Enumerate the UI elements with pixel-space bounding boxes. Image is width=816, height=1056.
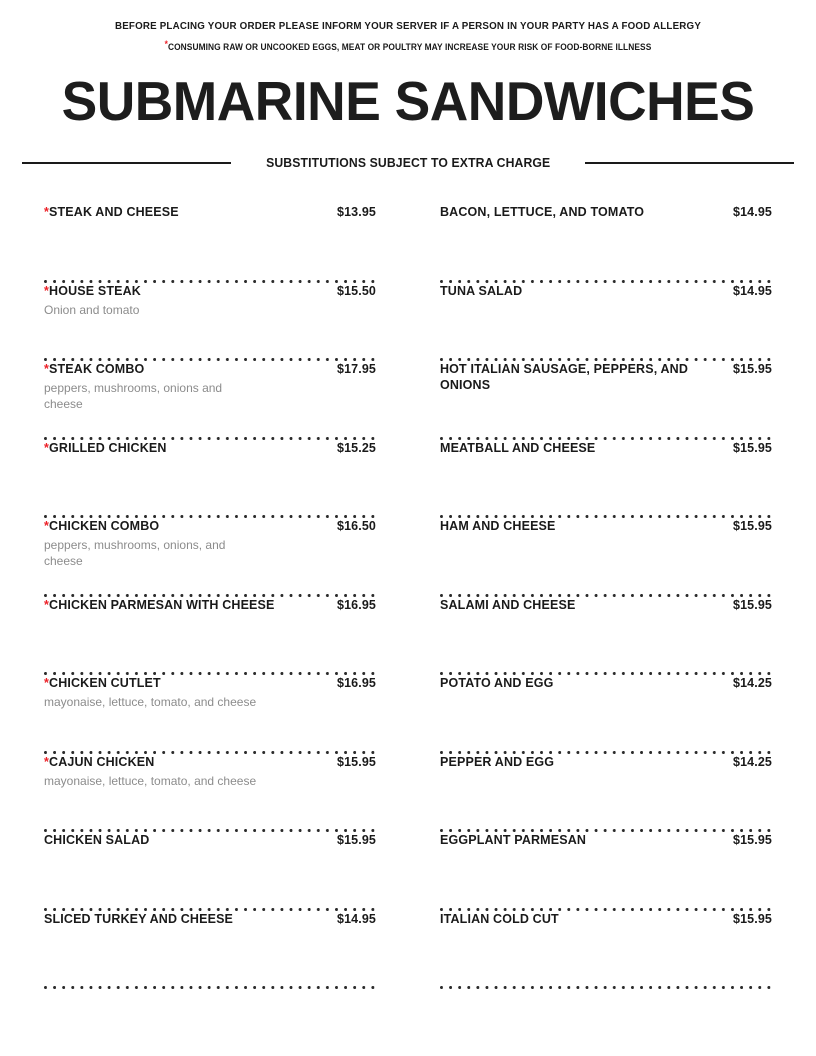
menu-item-header (44, 283, 376, 299)
menu-item-spacer (44, 711, 376, 751)
divider-left (22, 162, 231, 164)
menu-item-spacer (44, 848, 376, 908)
menu-item-slot (44, 283, 376, 362)
menu-item-slot (440, 675, 772, 754)
dotted-separator (44, 986, 376, 989)
menu-item-name: SALAMI AND CHEESE (440, 597, 576, 612)
menu-item-spacer (440, 534, 772, 594)
substitutions-note: SUBSTITUTIONS SUBJECT TO EXTRA CHARGE (265, 155, 551, 170)
menu-item-header (44, 832, 376, 848)
menu-item-name: EGGPLANT PARMESAN (440, 833, 587, 847)
menu-item-price: $15.25 (337, 440, 376, 455)
menu-item-slot (44, 440, 376, 519)
menu-item-description: mayonaise, lettuce, tomato, and cheese (44, 695, 257, 709)
raw-food-disclaimer (29, 39, 788, 52)
menu-item-slot (440, 832, 772, 911)
menu-item-price: $14.25 (733, 676, 772, 690)
menu-item (44, 361, 376, 413)
menu-item-spacer (44, 456, 376, 516)
menu-item (440, 518, 772, 534)
menu-item-description: peppers, mushrooms, onions, and cheese (44, 538, 226, 568)
asterisk-marker-icon: * (44, 597, 50, 612)
menu-item-slot (440, 204, 772, 283)
menu-item-name: *STEAK COMBO (44, 362, 145, 376)
menu-item (44, 518, 376, 570)
menu-item-header (440, 675, 772, 691)
menu-item-price: $14.95 (337, 911, 376, 926)
menu-item-spacer (440, 691, 772, 751)
menu-item-slot (44, 675, 376, 754)
menu-item-name: *CAJUN CHICKEN (44, 754, 155, 769)
menu-item-slot (440, 518, 772, 597)
menu-item-spacer (440, 770, 772, 830)
menu-item-header (440, 440, 772, 456)
menu-item-price: $15.50 (337, 283, 376, 298)
asterisk-marker-icon: * (44, 676, 50, 690)
disclaimer-block (0, 0, 816, 52)
menu-item-name: BACON, LETTUCE, AND TOMATO (440, 205, 645, 219)
menu-item-header (44, 204, 376, 220)
menu-item-name: *HOUSE STEAK (44, 283, 141, 298)
menu-item (44, 204, 376, 220)
menu-item-name: MEATBALL AND CHEESE (440, 440, 596, 455)
menu-item-slot (44, 754, 376, 833)
menu-item-spacer (44, 220, 376, 280)
asterisk-marker-icon: * (44, 440, 50, 455)
menu-item (44, 283, 376, 319)
menu-item-name: HAM AND CHEESE (440, 519, 556, 533)
allergy-disclaimer: BEFORE PLACING YOUR ORDER PLEASE INFORM YOUR SERVER IF A PERSON IN YOUR PARTY HAS A FOOD ALLERGY (114, 20, 702, 32)
menu-item (440, 204, 772, 220)
menu-item-header (44, 911, 376, 927)
menu-item-price: $14.25 (733, 754, 772, 769)
menu-column-left (44, 204, 376, 989)
menu-item-description: Onion and tomato (44, 302, 140, 317)
divider-right (585, 162, 794, 164)
menu-item-price: $15.95 (337, 833, 376, 847)
menu-item-spacer (440, 613, 772, 673)
menu-item-name: *CHICKEN PARMESAN WITH CHEESE (44, 597, 275, 612)
menu-column-right (440, 204, 772, 989)
menu-item-price: $15.95 (733, 911, 772, 926)
menu-item-slot (44, 204, 376, 283)
menu-item-description: mayonaise, lettuce, tomato, and cheese (44, 773, 257, 788)
menu-item-name: SLICED TURKEY AND CHEESE (44, 911, 234, 926)
menu-item-price: $15.95 (733, 833, 772, 847)
menu-item-name: *CHICKEN CUTLET (44, 676, 161, 690)
menu-item-name: HOT ITALIAN SAUSAGE, PEPPERS, AND ONIONS (440, 362, 689, 392)
menu-item-slot (440, 283, 772, 362)
menu-item-name: TUNA SALAD (440, 283, 523, 298)
menu-item-header (440, 754, 772, 770)
menu-item-slot (44, 518, 376, 597)
menu-item-slot (440, 911, 772, 990)
menu-item-spacer (44, 789, 376, 829)
menu-item (440, 597, 772, 613)
menu-item-price: $15.95 (733, 597, 772, 612)
menu-item-spacer (44, 413, 376, 437)
menu-item-spacer (44, 318, 376, 358)
menu-item-header (44, 675, 376, 691)
menu-item-spacer (440, 393, 772, 437)
menu-item (44, 440, 376, 456)
menu-item (440, 675, 772, 691)
menu-item-price: $17.95 (337, 362, 376, 376)
menu-item-name: CHICKEN SALAD (44, 833, 150, 847)
menu-item-header (440, 361, 772, 393)
menu-item-price: $15.95 (337, 754, 376, 769)
menu-item (440, 832, 772, 848)
menu-item (44, 911, 376, 927)
menu-item (44, 597, 376, 613)
menu-item-slot (44, 832, 376, 911)
menu-item-spacer (44, 613, 376, 673)
page-title: SUBMARINE SANDWICHES (61, 70, 755, 132)
menu-item-description: peppers, mushrooms, onions and cheese (44, 381, 223, 411)
menu-item-slot (440, 597, 772, 676)
menu-item-spacer (440, 299, 772, 359)
menu-item-price: $16.95 (337, 676, 376, 690)
menu-item-header (440, 911, 772, 927)
asterisk-marker-icon: * (44, 205, 50, 219)
menu-item (44, 832, 376, 848)
menu-item-spacer (44, 927, 376, 987)
menu-item-name: ITALIAN COLD CUT (440, 911, 559, 926)
asterisk-marker-icon: * (44, 754, 50, 769)
menu-item-price: $16.95 (337, 597, 376, 612)
menu-item-header (44, 597, 376, 613)
menu-item-name: *GRILLED CHICKEN (44, 440, 167, 455)
asterisk-marker-icon: * (44, 283, 50, 298)
asterisk-marker-icon: * (164, 39, 168, 49)
menu-item-name: PEPPER AND EGG (440, 754, 555, 769)
menu-item-spacer (440, 220, 772, 280)
raw-food-disclaimer-text: CONSUMING RAW OR UNCOOKED EGGS, MEAT OR POULTRY MAY INCREASE YOUR RISK OF FOOD-BORNE ILLNESS (167, 42, 652, 52)
menu-item (44, 754, 376, 790)
substitutions-banner (0, 155, 816, 170)
menu-item (440, 361, 772, 393)
menu-item-slot (440, 440, 772, 519)
menu-item-header (440, 283, 772, 299)
menu-item-spacer (440, 927, 772, 987)
menu-item-slot (44, 597, 376, 676)
menu-item-name: POTATO AND EGG (440, 676, 554, 690)
menu-item-name: *CHICKEN COMBO (44, 519, 160, 533)
menu-item-header (44, 754, 376, 770)
menu-item (44, 675, 376, 711)
menu-item-price: $15.95 (733, 440, 772, 455)
menu-item-slot (440, 361, 772, 440)
menu-item-header (44, 361, 376, 377)
menu-item-spacer (440, 848, 772, 908)
menu-item-name: *STEAK AND CHEESE (44, 205, 179, 219)
dotted-separator (440, 986, 772, 989)
menu-item-price: $13.95 (337, 205, 376, 219)
menu-item-header (440, 204, 772, 220)
menu-item-slot (44, 911, 376, 990)
menu-item (440, 911, 772, 927)
menu-item-slot (44, 361, 376, 440)
menu-item (440, 440, 772, 456)
menu-item-price: $15.95 (733, 362, 772, 376)
menu-item-price: $16.50 (337, 519, 376, 533)
menu-item-price: $14.95 (733, 283, 772, 298)
menu-item-slot (440, 754, 772, 833)
menu-item-spacer (44, 570, 376, 594)
menu-item-header (44, 518, 376, 534)
menu-item-spacer (440, 456, 772, 516)
menu-item-header (440, 832, 772, 848)
menu-item-header (44, 440, 376, 456)
asterisk-marker-icon: * (44, 362, 50, 376)
menu-item-header (440, 597, 772, 613)
menu-item-header (440, 518, 772, 534)
menu-item (440, 754, 772, 770)
asterisk-marker-icon: * (44, 519, 50, 533)
menu-item (440, 283, 772, 299)
menu-item-price: $15.95 (733, 519, 772, 533)
menu-item-price: $14.95 (733, 205, 772, 219)
menu-columns (0, 204, 816, 989)
